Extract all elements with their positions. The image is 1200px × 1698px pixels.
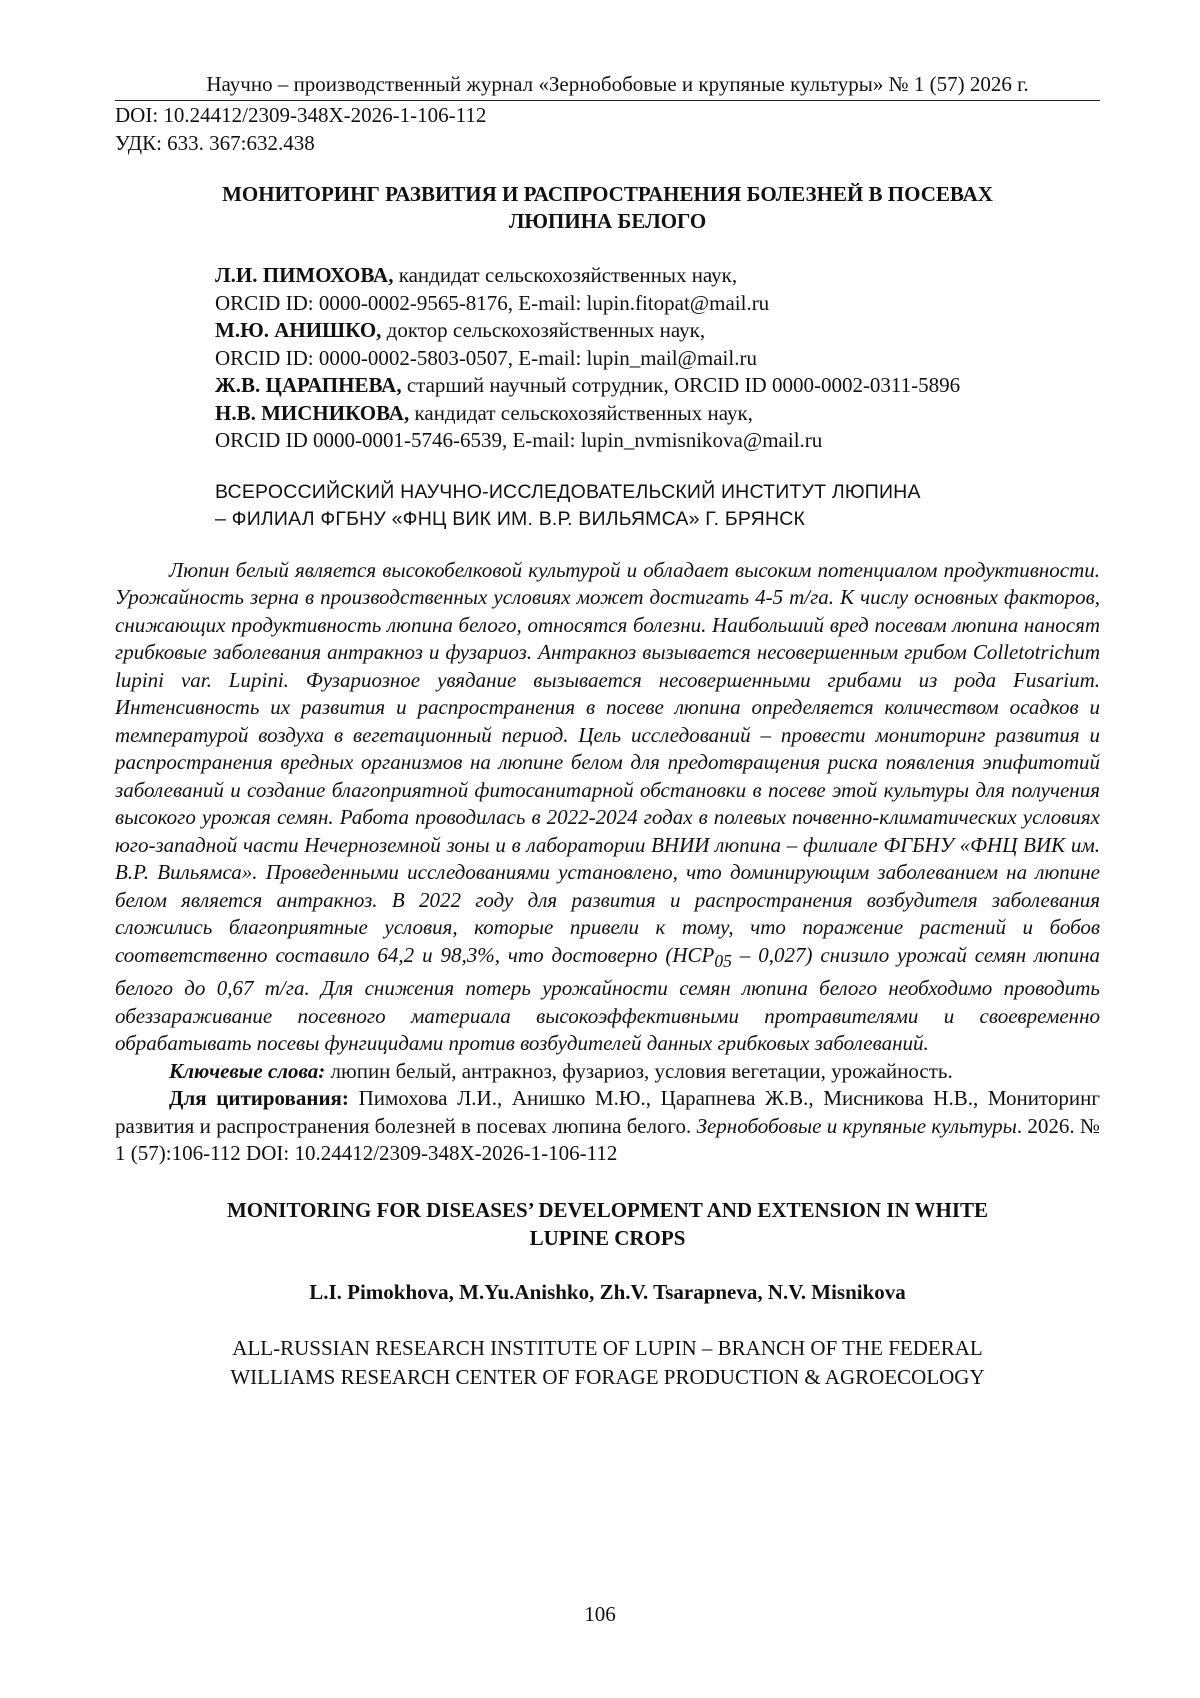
author-4-name: Н.В. МИСНИКОВА, [215,400,410,425]
citation-text-1: Пимохова Л.И., Анишко М.Ю., Царапнева Ж.В., Мисникова Н.В., Мониторинг развития и распространения болезней в посевах люпина белого. [115,1086,1100,1138]
author-2-name: М.Ю. АНИШКО, [215,318,382,342]
author-1-ids: ORCID ID: 0000-0002-9565-8176, E-mail: lupin.fitopat@mail.ru [215,290,770,315]
author-1-degree: кандидат сельскохозяйственных наук, [393,263,738,287]
abstract-text-2: – 0,027) снизило урожай семян люпина белого до 0,67 т/га. Для снижения потерь урожайности семян люпина белого необходимо проводить обеззараживание посевного материала высокоэффективными протравителями и своевременно обрабатывать посевы фунгицидами против возбудителей данных грибковых заболеваний. [115,942,1100,1056]
author-2-ids: ORCID ID: 0000-0002-5803-0507, E-mail: lupin_mail@mail.ru [215,345,757,370]
title-line-2: ЛЮПИНА БЕЛОГО [508,209,707,233]
citation-label: Для цитирования: [169,1086,349,1111]
author-1 [215,262,1100,290]
author-1-name: Л.И. ПИМОХОВА, [215,263,394,287]
author-3-degree: старший научный сотрудник, ORCID ID 0000-0002-0311-5896 [401,373,961,397]
citation [115,1085,1100,1168]
citation-text-2: . 2026. № 1 (57):106-112 DOI: 10.24412/2309-348X-2026-1-106-112 [115,1113,1100,1166]
author-3 [215,372,1100,400]
page-number: 106 [584,1602,616,1626]
author-2-degree: доктор сельскохозяйственных наук, [381,318,706,342]
affiliation-ru [115,479,1100,533]
authors-block [115,262,1100,455]
abstract-text-1: Люпин белый является высокобелковой культурой и обладает высоким потенциалом продуктивности. Урожайность зерна в производственных условиях может достигать 4-5 т/га. К числу основных факторов, снижающих продуктивность люпина белого, относятся болезни. Наибольший вред посевам люпина наносят грибковые заболевания антракноз и фузариоз. Антракноз вызывается несовершенным грибом Colletotrichum lupini var. Lupini. Фузариозное увядание вызывается несовершенными грибами из рода Fusarium. Интенсивность их развития и распространения в посеве люпина определяется количеством осадков и температурой воздуха в вегетационный период. Цель исследований – провести мониторинг развития и распространения вредных организмов на люпине белом для предотвращения риска появления эпифитотий заболеваний и создание благоприятной фитосанитарной обстановки в посеве этой культуры для получения высокого урожая семян. Работа проводилась в 2022-2024 годах в полевых почвенно-климатических условиях юго-западной части Нечерноземной зоны и в лаборатории ВНИИ люпина – филиале ФГБНУ «ФНЦ ВИК им. В.Р. Вильямса». Проведенными исследованиями установлено, что доминирующим заболеванием на люпине белом является антракноз. В 2022 году для развития и распространения возбудителя заболевания сложились благоприятные условия, которые привели к тому, что поражение растений и бобов соответственно составило 64,2 и 98,3%, что достоверно (НСР [115,557,1100,967]
article-title-ru [115,181,1100,235]
authors-en: L.I. Pimokhova, M.Yu.Anishko, Zh.V. Tsarapneva, N.V. Misnikova [309,1279,906,1304]
udk-line: УДК: 633. 367:632.438 [115,131,315,155]
keywords [115,1058,1100,1086]
affiliation-ru-line-2: – ФИЛИАЛ ФГБНУ «ФНЦ ВИК ИМ. В.Р. ВИЛЬЯМСА» Г. БРЯНСК [215,507,806,530]
author-3-name: Ж.В. ЦАРАПНЕВА, [215,373,402,397]
author-4 [215,400,1100,428]
title-en-line-2: LUPINE CROPS [529,1225,686,1250]
title-en-line-1: MONITORING FOR DISEASES’ DEVELOPMENT AND EXTENSION IN WHITE [226,1197,988,1222]
title-line-1: МОНИТОРИНГ РАЗВИТИЯ И РАСПРОСТРАНЕНИЯ БОЛЕЗНЕЙ В ПОСЕВАХ [222,182,993,206]
affiliation-en-line-2: WILLIAMS RESEARCH CENTER OF FORAGE PRODUCTION & AGROECOLOGY [230,1364,985,1389]
author-4-ids: ORCID ID 0000-0001-5746-6539, E-mail: lupin_nvmisnikova@mail.ru [215,428,823,452]
abstract-subscript: 05 [714,950,732,971]
article-title-en [115,1196,1100,1252]
keywords-text: люпин белый, антракноз, фузариоз, условия вегетации, урожайность. [325,1058,953,1083]
affiliation-en [115,1334,1100,1392]
abstract [115,557,1100,1058]
citation-journal: Зернобобовые и крупяные культуры [696,1113,1017,1138]
affiliation-en-line-1: ALL-RUSSIAN RESEARCH INSTITUTE OF LUPIN – BRANCH OF THE FEDERAL [232,1335,983,1360]
author-4-degree: кандидат сельскохозяйственных наук, [409,400,753,425]
doi-line: DOI: 10.24412/2309-348X-2026-1-106-112 [115,103,487,127]
author-2 [215,317,1100,345]
affiliation-ru-line-1: ВСЕРОССИЙСКИЙ НАУЧНО-ИССЛЕДОВАТЕЛЬСКИЙ ИНСТИТУТ ЛЮПИНА [215,480,921,503]
keywords-label: Ключевые слова: [169,1058,326,1083]
journal-header: Научно – производственный журнал «Зернобобовые и крупяные культуры» № 1 (57) 2026 г. [115,68,1100,101]
